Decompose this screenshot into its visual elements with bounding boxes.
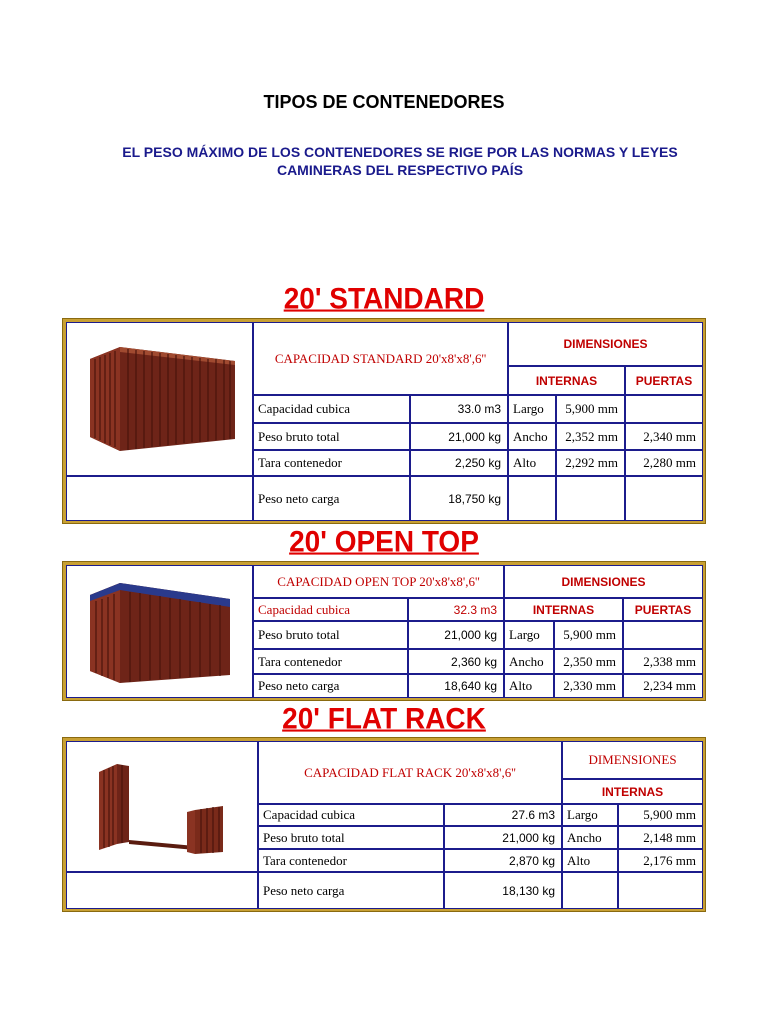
row-internas: 2,330 mm xyxy=(554,674,623,698)
dimensiones-header: DIMENSIONES xyxy=(562,741,703,779)
row-value: 33.0 m3 xyxy=(410,395,508,423)
section-heading-standard: 20' STANDARD xyxy=(283,282,485,315)
capacidad-title: CAPACIDAD STANDARD 20'x8'x8',6'' xyxy=(253,322,508,395)
row-value: 21,000 kg xyxy=(410,423,508,450)
table-standard xyxy=(62,318,706,524)
row-label: Tara contenedor xyxy=(253,649,408,674)
row-internas: 2,352 mm xyxy=(556,423,625,450)
row-puertas: 2,340 mm xyxy=(625,423,703,450)
row-internas: 5,900 mm xyxy=(554,621,623,649)
row-value: 2,870 kg xyxy=(444,849,562,872)
empty-cell xyxy=(556,476,625,521)
row-label: Tara contenedor xyxy=(253,450,410,476)
internas-header: INTERNAS xyxy=(508,366,625,395)
empty-cell xyxy=(562,872,618,909)
row-dim: Largo xyxy=(562,804,618,826)
page-title: TIPOS DE CONTENEDORES xyxy=(263,92,505,112)
capacidad-title: CAPACIDAD OPEN TOP 20'x8'x8',6'' xyxy=(253,565,504,598)
row-value: 32.3 m3 xyxy=(408,598,504,621)
row-dim: Alto xyxy=(508,450,556,476)
container-image-cell xyxy=(66,741,258,872)
row-internas: 2,292 mm xyxy=(556,450,625,476)
table-flat-rack xyxy=(62,737,706,912)
row-value: 18,750 kg xyxy=(410,476,508,521)
row-puertas: 2,234 mm xyxy=(623,674,703,698)
row-label: Peso neto carga xyxy=(258,872,444,909)
row-dim: Ancho xyxy=(562,826,618,849)
row-internas: 2,176 mm xyxy=(618,849,703,872)
row-internas: 5,900 mm xyxy=(556,395,625,423)
standard-container-image xyxy=(80,339,240,459)
container-image-cell xyxy=(66,565,253,698)
empty-cell xyxy=(508,476,556,521)
row-label: Peso bruto total xyxy=(253,621,408,649)
dimensiones-header: DIMENSIONES xyxy=(504,565,703,598)
row-internas: 2,148 mm xyxy=(618,826,703,849)
row-value: 21,000 kg xyxy=(408,621,504,649)
row-label: Capacidad cubica xyxy=(253,395,410,423)
page-subtitle xyxy=(90,143,710,179)
row-dim: Ancho xyxy=(504,649,554,674)
row-value: 2,360 kg xyxy=(408,649,504,674)
internas-header: INTERNAS xyxy=(504,598,623,621)
row-value: 18,130 kg xyxy=(444,872,562,909)
row-label: Peso bruto total xyxy=(253,423,410,450)
row-label: Peso neto carga xyxy=(253,674,408,698)
row-value: 18,640 kg xyxy=(408,674,504,698)
empty-cell xyxy=(66,476,253,521)
puertas-header: PUERTAS xyxy=(625,366,703,395)
dimensiones-header: DIMENSIONES xyxy=(508,322,703,366)
row-internas: 5,900 mm xyxy=(618,804,703,826)
empty-cell xyxy=(625,476,703,521)
row-dim: Largo xyxy=(508,395,556,423)
subtitle-line-1: EL PESO MÁXIMO DE LOS CONTENEDORES SE RIGE POR LAS NORMAS Y LEYES xyxy=(122,144,678,160)
row-label: Peso bruto total xyxy=(258,826,444,849)
empty-cell xyxy=(618,872,703,909)
flat-rack-container-image xyxy=(77,752,247,862)
row-dim: Alto xyxy=(562,849,618,872)
row-dim: Largo xyxy=(504,621,554,649)
section-heading-flat-rack: 20' FLAT RACK xyxy=(282,702,486,735)
capacidad-title: CAPACIDAD FLAT RACK 20'x8'x8',6'' xyxy=(258,741,562,804)
row-label: Tara contenedor xyxy=(258,849,444,872)
row-label: Capacidad cubica xyxy=(253,598,408,621)
row-puertas xyxy=(625,395,703,423)
row-puertas: 2,338 mm xyxy=(623,649,703,674)
row-puertas: 2,280 mm xyxy=(625,450,703,476)
container-image-cell xyxy=(66,322,253,476)
internas-header: INTERNAS xyxy=(562,779,703,804)
row-value: 27.6 m3 xyxy=(444,804,562,826)
empty-cell xyxy=(66,872,258,909)
table-open-top xyxy=(62,561,706,701)
row-puertas xyxy=(623,621,703,649)
row-dim: Alto xyxy=(504,674,554,698)
row-value: 2,250 kg xyxy=(410,450,508,476)
row-value: 21,000 kg xyxy=(444,826,562,849)
puertas-header: PUERTAS xyxy=(623,598,703,621)
row-label: Capacidad cubica xyxy=(258,804,444,826)
open-top-container-image xyxy=(80,577,240,687)
row-dim: Ancho xyxy=(508,423,556,450)
row-internas: 2,350 mm xyxy=(554,649,623,674)
row-label: Peso neto carga xyxy=(253,476,410,521)
subtitle-line-2: CAMINERAS DEL RESPECTIVO PAÍS xyxy=(276,162,524,178)
section-heading-open-top: 20' OPEN TOP xyxy=(289,525,479,558)
